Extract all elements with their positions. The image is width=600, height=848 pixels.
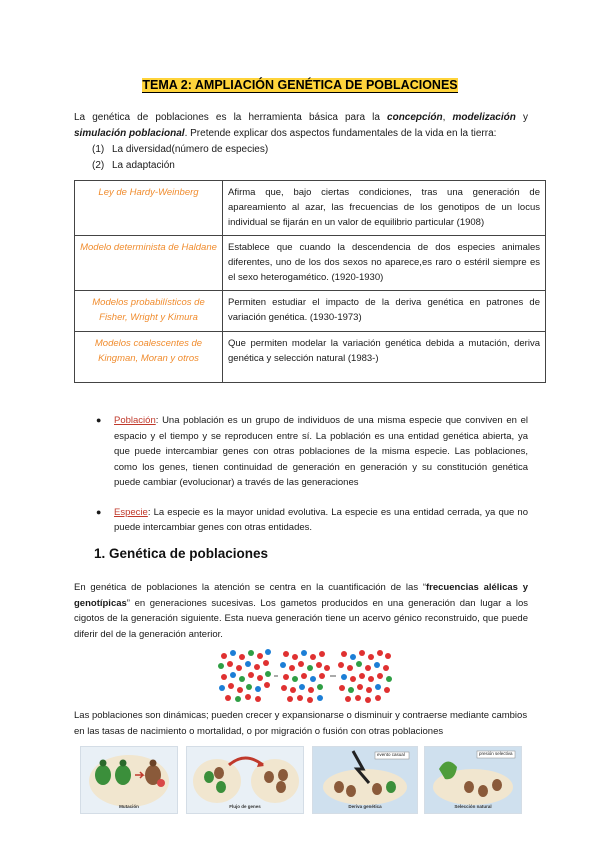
term-label: Población [114,415,156,426]
model-description: Establece que cuando la descendencia de dos especies animales diferentes, uno de los dos sexos no aparece,es raro o estéril siempre es el sexo heterogamético. (1920-1930) [223,236,546,291]
list-item: (1) La diversidad(número de especies) [92,144,269,155]
bullet-icon: ● [96,415,102,425]
event-label: evento casual [377,752,405,757]
term-label: Especie [114,506,148,518]
pressure-label: presión selectiva [479,751,513,756]
illustration-caption: Flujo de genes [229,804,261,809]
table-row [75,181,546,236]
list-item: (2) La adaptación [92,160,175,171]
model-name: Modelos coalescentes de Kingman, Moran y otros [75,332,223,383]
model-description: Que permiten modelar la variación genética debida a mutación, deriva genética y selección natural (1983-) [223,332,546,383]
mutation-illustration [80,746,178,814]
aims-list [92,142,268,174]
bullet-icon: ● [96,506,102,517]
table-row [75,236,546,291]
page-title: TEMA 2: AMPLIACIÓN GENÉTICA DE POBLACIONES [142,78,458,92]
model-description: Afirma que, bajo ciertas condiciones, tras una generación de apareamiento al azar, las frecuencias de los genotipos de un locus individual se fijarán en un valor de equilibrio particular (1908) [223,181,546,236]
definition-poblacion: ● Población: Una población es un grupo de individuos de una misma especie que conviven en el espacio y el tiempo y se reproducen entre sí. La población es una entidad genética abierta, ya que puede intercambiar genes con otras poblaciones de la misma especie. Las poblaciones, como los genes, tienen continuidad de generación en generación y su constitución genética puede cambiar (evolucionar) a través de las generaciones [96,415,528,488]
section-paragraph: Las poblaciones son dinámicas; pueden crecer y expansionarse o disminuir y contraerse mediante cambios en las tasas de nacimiento o mortalidad, o por migración o fusión con otras poblaciones [74,710,528,737]
allele-generations-diagram [216,648,396,704]
table-row [75,291,546,332]
section-paragraph: En genética de poblaciones la atención se centra en la cuantificación de las “frecuencias alélicas y genotípicas” en generaciones sucesivas. Los gametos producidos en una generación dan lugar a los cigotos de la generación siguiente. Esta nueva generación tiene un acervo génico reconstruido, que puede diferir del de la generación anterior. [74,582,528,640]
illustration-caption: Deriva genética [348,804,382,809]
intro-paragraph: La genética de poblaciones es la herramienta básica para la concepción, modelización y simulación poblacional. Pretende explicar dos aspectos fundamentales de la vida en la tierra: [74,112,528,139]
model-name: Ley de Hardy-Weinberg [75,181,223,236]
gene-flow-illustration [186,746,304,814]
natural-selection-illustration [424,746,522,814]
generation-1 [218,649,271,702]
models-table [74,180,546,383]
generation-2 [280,650,330,703]
table-row [75,332,546,383]
definitions-list [96,413,528,550]
illustration-caption: Selección natural [454,804,492,809]
model-description: Permiten estudiar el impacto de la deriva genética en patrones de variación genética. (1930-1973) [223,291,546,332]
model-name: Modelos probabilísticos de Fisher, Wright y Kimura [75,291,223,332]
generation-3 [338,650,392,703]
section-heading: 1. Genética de poblaciones [94,546,269,561]
definition-especie: ● Especie: La especie es la mayor unidad evolutiva. La especie es una entidad cerrada, ya que no puede intercambiar genes con otras entidades. [96,506,528,533]
genetic-drift-illustration [312,746,418,814]
model-name: Modelo determinista de Haldane [75,236,223,291]
illustration-caption: Mutación [119,804,139,809]
